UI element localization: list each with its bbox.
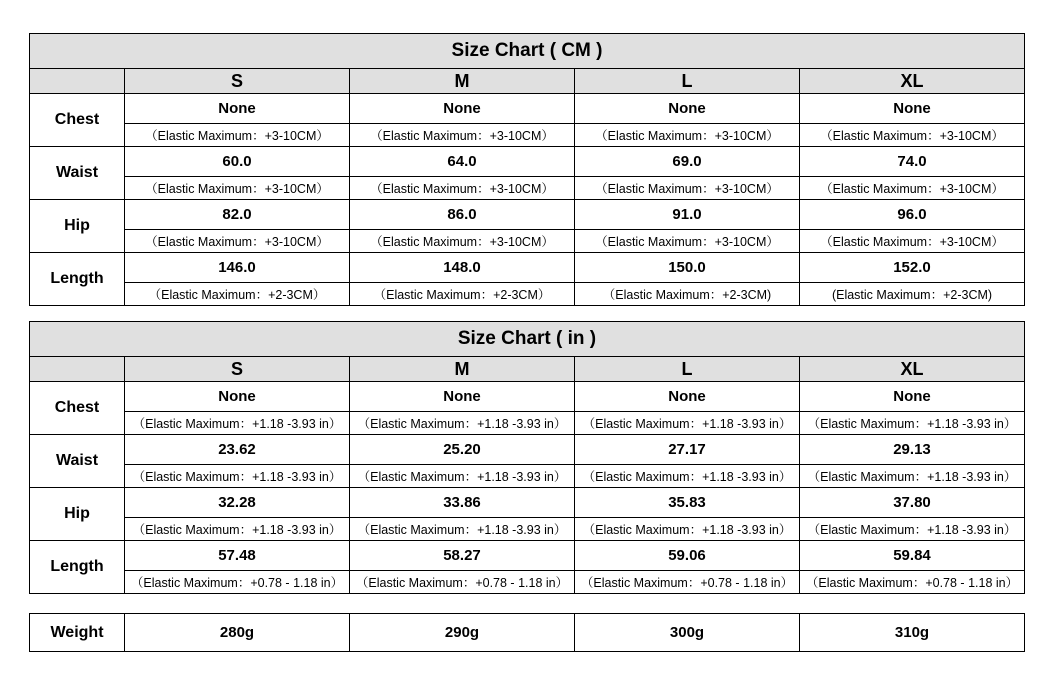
note-cell: （Elastic Maximum：+1.18 -3.93 in） [125, 412, 350, 435]
table-row [30, 94, 1025, 124]
table-row [30, 283, 1025, 306]
row-label: Length [30, 253, 125, 306]
value-cell: 60.0 [125, 147, 350, 177]
size-header: S [125, 357, 350, 382]
note-cell: （Elastic Maximum：+1.18 -3.93 in） [575, 412, 800, 435]
value-cell: 37.80 [800, 488, 1025, 518]
value-cell: 148.0 [350, 253, 575, 283]
value-cell: 152.0 [800, 253, 1025, 283]
note-cell: （Elastic Maximum：+2-3CM) [575, 283, 800, 306]
value-cell: 25.20 [350, 435, 575, 465]
table-row [30, 614, 1025, 652]
note-cell: （Elastic Maximum：+1.18 -3.93 in） [350, 518, 575, 541]
weight-value: 300g [575, 614, 800, 652]
table-row [30, 518, 1025, 541]
table-row [30, 177, 1025, 200]
note-cell: （Elastic Maximum：+0.78 - 1.18 in） [575, 571, 800, 594]
note-cell: (Elastic Maximum：+2-3CM) [800, 283, 1025, 306]
note-cell: （Elastic Maximum：+3-10CM） [575, 230, 800, 253]
note-cell: （Elastic Maximum：+1.18 -3.93 in） [350, 412, 575, 435]
table-row [30, 147, 1025, 177]
size-header: M [350, 69, 575, 94]
value-cell: None [350, 94, 575, 124]
table-title: Size Chart ( in ) [30, 322, 1025, 357]
table-title: Size Chart ( CM ) [30, 34, 1025, 69]
note-cell: （Elastic Maximum：+1.18 -3.93 in） [575, 518, 800, 541]
note-cell: （Elastic Maximum：+3-10CM） [800, 124, 1025, 147]
note-cell: （Elastic Maximum：+1.18 -3.93 in） [575, 465, 800, 488]
row-label: Weight [30, 614, 125, 652]
value-cell: 74.0 [800, 147, 1025, 177]
value-cell: None [125, 382, 350, 412]
value-cell: 59.84 [800, 541, 1025, 571]
value-cell: 27.17 [575, 435, 800, 465]
value-cell: 86.0 [350, 200, 575, 230]
size-header: XL [800, 357, 1025, 382]
table-row [30, 253, 1025, 283]
weight-table [29, 613, 1025, 652]
table-row [30, 124, 1025, 147]
note-cell: （Elastic Maximum：+0.78 - 1.18 in） [350, 571, 575, 594]
row-label: Hip [30, 488, 125, 541]
size-header: M [350, 357, 575, 382]
row-label: Waist [30, 147, 125, 200]
value-cell: 29.13 [800, 435, 1025, 465]
value-cell: None [800, 94, 1025, 124]
value-cell: 59.06 [575, 541, 800, 571]
note-cell: （Elastic Maximum：+1.18 -3.93 in） [350, 465, 575, 488]
value-cell: 57.48 [125, 541, 350, 571]
value-cell: 23.62 [125, 435, 350, 465]
note-cell: （Elastic Maximum：+2-3CM） [350, 283, 575, 306]
value-cell: None [800, 382, 1025, 412]
note-cell: （Elastic Maximum：+3-10CM） [800, 230, 1025, 253]
row-label: Hip [30, 200, 125, 253]
value-cell: 91.0 [575, 200, 800, 230]
value-cell: 35.83 [575, 488, 800, 518]
size-header: L [575, 357, 800, 382]
row-label: Waist [30, 435, 125, 488]
weight-value: 310g [800, 614, 1025, 652]
note-cell: （Elastic Maximum：+2-3CM） [125, 283, 350, 306]
table-row [30, 230, 1025, 253]
row-label: Chest [30, 94, 125, 147]
table-row [30, 541, 1025, 571]
header-corner [30, 69, 125, 94]
table-row [30, 200, 1025, 230]
value-cell: 69.0 [575, 147, 800, 177]
table-row [30, 435, 1025, 465]
value-cell: 33.86 [350, 488, 575, 518]
note-cell: （Elastic Maximum：+3-10CM） [350, 230, 575, 253]
note-cell: （Elastic Maximum：+1.18 -3.93 in） [800, 465, 1025, 488]
row-label: Chest [30, 382, 125, 435]
row-label: Length [30, 541, 125, 594]
note-cell: （Elastic Maximum：+3-10CM） [350, 177, 575, 200]
table-row [30, 412, 1025, 435]
value-cell: None [575, 382, 800, 412]
size-header: XL [800, 69, 1025, 94]
note-cell: （Elastic Maximum：+3-10CM） [575, 177, 800, 200]
table-row [30, 571, 1025, 594]
weight-value: 280g [125, 614, 350, 652]
note-cell: （Elastic Maximum：+1.18 -3.93 in） [800, 518, 1025, 541]
note-cell: （Elastic Maximum：+3-10CM） [125, 124, 350, 147]
note-cell: （Elastic Maximum：+1.18 -3.93 in） [800, 412, 1025, 435]
value-cell: 150.0 [575, 253, 800, 283]
value-cell: 82.0 [125, 200, 350, 230]
value-cell: None [350, 382, 575, 412]
note-cell: （Elastic Maximum：+3-10CM） [800, 177, 1025, 200]
value-cell: 146.0 [125, 253, 350, 283]
weight-value: 290g [350, 614, 575, 652]
size-header: S [125, 69, 350, 94]
note-cell: （Elastic Maximum：+3-10CM） [125, 177, 350, 200]
table-row [30, 465, 1025, 488]
table-row [30, 488, 1025, 518]
size-chart-cm-table [29, 33, 1025, 306]
note-cell: （Elastic Maximum：+3-10CM） [575, 124, 800, 147]
header-corner [30, 357, 125, 382]
value-cell: None [125, 94, 350, 124]
note-cell: （Elastic Maximum：+1.18 -3.93 in） [125, 518, 350, 541]
value-cell: None [575, 94, 800, 124]
note-cell: （Elastic Maximum：+0.78 - 1.18 in） [800, 571, 1025, 594]
note-cell: （Elastic Maximum：+3-10CM） [125, 230, 350, 253]
note-cell: （Elastic Maximum：+3-10CM） [350, 124, 575, 147]
table-row [30, 382, 1025, 412]
value-cell: 32.28 [125, 488, 350, 518]
value-cell: 96.0 [800, 200, 1025, 230]
value-cell: 64.0 [350, 147, 575, 177]
note-cell: （Elastic Maximum：+1.18 -3.93 in） [125, 465, 350, 488]
size-chart-in-table [29, 321, 1025, 594]
size-header: L [575, 69, 800, 94]
value-cell: 58.27 [350, 541, 575, 571]
note-cell: （Elastic Maximum：+0.78 - 1.18 in） [125, 571, 350, 594]
